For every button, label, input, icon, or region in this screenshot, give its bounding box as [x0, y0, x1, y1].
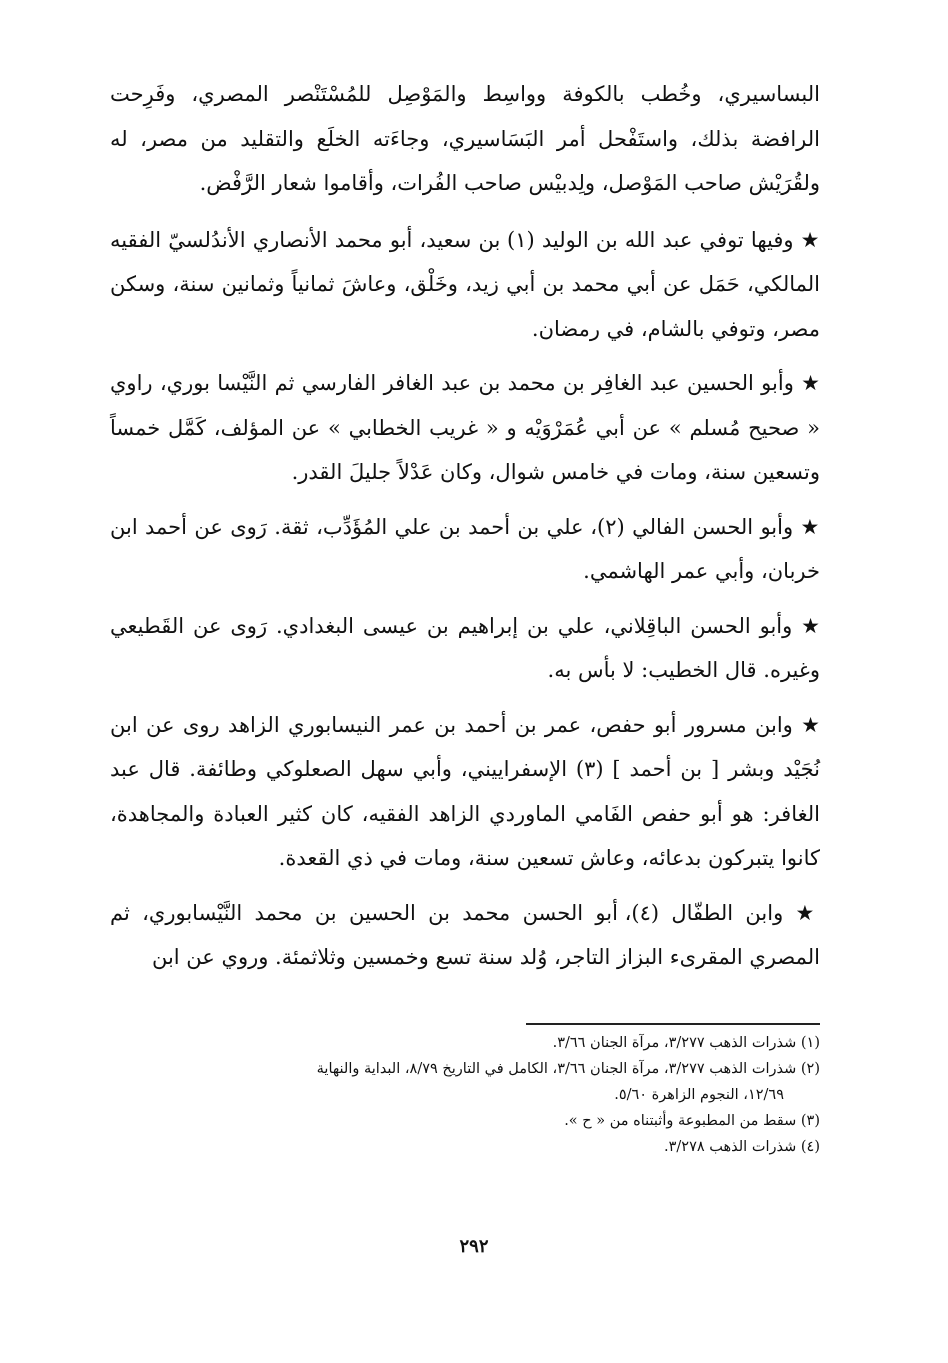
paragraph-entry: ★ وأبو الحسين عبد الغافِر بن محمد بن عبد الغافر الفارسي ثم النَّيْسا بوري، راوي « صحيح مُسلم » عن أبي عُمَرْوَيْه و « غريب الخطابي » عن المؤلف، كَمَّل خمساً وتسعين سنة، ومات في خامس شوال، وكان عَدْلاً جليلَ القدر.	[110, 371, 820, 484]
paragraph-intro: البساسيري، وخُطب بالكوفة وواسِط والمَوْصِل للمُسْتَنْصر المصري، وفَرِحت الرافضة بذلك، واستَفْحل أمر البَسَاسيري، وجاءَته الخلَع والتقليد من مصر، له ولقُرَيْش صاحب المَوْصل، ولِدبيْس صاحب الفُرات، وأقاموا شعار الرَّفْض.	[110, 82, 820, 195]
footnote-3: (٣) سقط من المطبوعة وأثبتناه من « ح ».	[564, 1113, 820, 1129]
footnote-2: (٢) شذرات الذهب ٣/٢٧٧، مرآة الجنان ٣/٦٦، الكامل في التاريخ ٨/٧٩، البداية والنهاية	[316, 1061, 820, 1077]
footnote-1: (١) شذرات الذهب ٣/٢٧٧، مرآة الجنان ٣/٦٦.	[552, 1035, 820, 1051]
footnote-4: (٤) شذرات الذهب ٣/٢٧٨.	[664, 1139, 820, 1155]
footnote-divider	[526, 1023, 820, 1025]
paragraph-entry: ★ وابن مسرور أبو حفص، عمر بن أحمد بن عمر النيسابوري الزاهد روى عن ابن نُجَيْد وبشر [ بن أحمد ] (٣) الإسفراييني، وأبي سهل الصعلوكي وطائفة. قال عبد الغافر: هو أبو حفص الفَامي الماوردي الزاهد الفقيه، كان كثير العبادة والمجاهدة، كانوا يتبركون بدعائه، وعاش تسعين سنة، ومات في ذي القعدة.	[110, 712, 820, 870]
paragraph-entry: ★ وفيها توفي عبد الله بن الوليد (١) بن سعيد، أبو محمد الأنصاري الأندُلسيّ الفقيه المالكي، حَمَل عن أبي محمد بن أبي زيد، وخَلْق، وعاشَ ثمانياً وثمانين سنة، وسكن مصر، وتوفي بالشام، في رمضان.	[110, 227, 820, 341]
footnote-2-continued: ١٢/٦٩، النجوم الزاهرة ٥/٦٠.	[614, 1087, 784, 1103]
paragraph-entry: ★ وأبو الحسن الباقِلاني، علي بن إبراهيم بن عيسى البغدادي. رَوى عن القَطيعي وغيره. قال الخطيب: لا بأس به.	[110, 613, 820, 682]
main-text	[110, 72, 820, 990]
footnotes	[115, 1030, 820, 1160]
page-number: ٢٩٢	[459, 1236, 489, 1257]
paragraph-entry: ★ وأبو الحسن الفالي (٢)، علي بن أحمد بن علي المُؤَدِّب، ثقة. رَوى عن أحمد ابن خربان، وأبي عمر الهاشمي.	[110, 514, 820, 583]
paragraph-entry: ★ وابن الطفّال (٤)، أبو الحسن محمد بن الحسين بن محمد النَّيْسابوري، ثم المصري المقرىء البزاز التاجر، وُلد سنة تسع وخمسين وثلاثمئة. وروي عن ابن	[110, 900, 820, 969]
